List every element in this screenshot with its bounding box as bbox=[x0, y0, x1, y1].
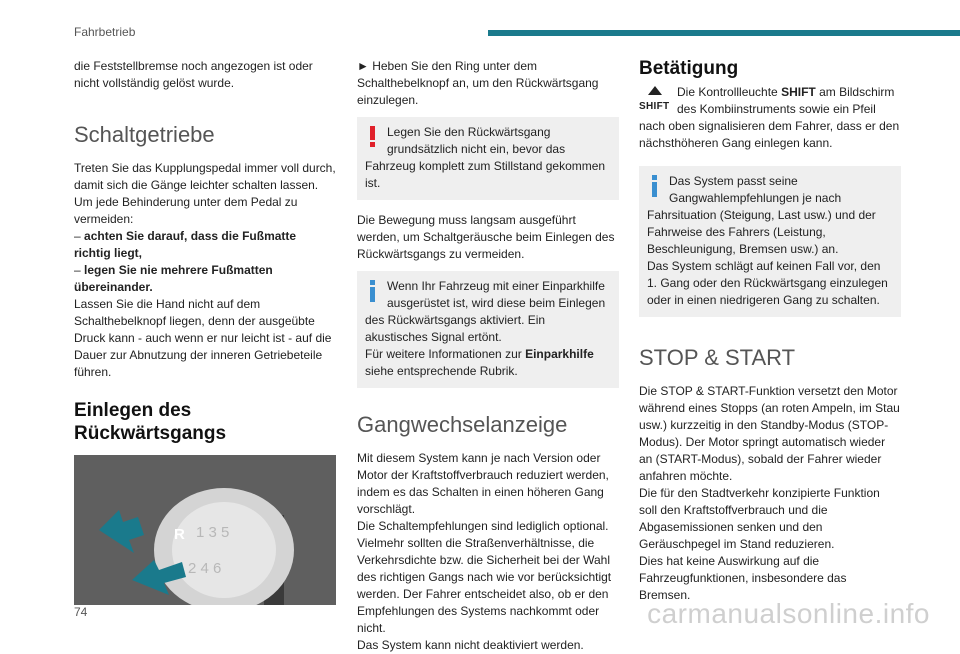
parking-aid-reference: Einparkhilfe bbox=[525, 347, 594, 361]
gear-pattern-bottom: 2 4 6 bbox=[188, 560, 222, 577]
paragraph: Das System kann nicht deaktiviert werden. bbox=[357, 638, 584, 652]
warning-text-rest: Fahrzeug komplett zum Stillstand gekommen ist. bbox=[365, 159, 606, 190]
header-accent-bar bbox=[488, 30, 960, 36]
shift-indicator-icon bbox=[639, 86, 671, 116]
shift-keyword: SHIFT bbox=[781, 85, 816, 99]
info-note bbox=[639, 166, 901, 317]
bullet-dash: – bbox=[74, 263, 85, 277]
bullet-text: achten Sie darauf, dass die Fußmatte richtig liegt, bbox=[74, 229, 297, 260]
instruction-step: ► Heben Sie den Ring unter dem Schalthebelknopf an, um den Rückwärtsgang einzulegen. bbox=[357, 59, 599, 107]
watermark: carmanualsonline.info bbox=[647, 598, 930, 629]
bullet-item bbox=[74, 262, 336, 296]
bullet-text: legen Sie nie mehrere Fußmatten übereinander. bbox=[74, 263, 273, 294]
warning-note bbox=[357, 117, 619, 200]
info-text-more: Für weitere Informationen zur Einparkhilfe siehe entsprechende Rubrik. bbox=[365, 347, 594, 378]
running-header: Fahrbetrieb bbox=[74, 25, 136, 39]
paragraph: Die Schaltempfehlungen sind lediglich optional. Vielmehr sollten die Straßenverhältnisse, die Verkehrsdichte bzw. die Sicherheit bei der Wahl des richtigen Gangs nach wie vor berücksichtigt werden. Der Fahrer entscheidet also, ob er den Empfehlungen des Systems nachkommt oder nicht. bbox=[357, 519, 612, 635]
gear-reverse-r: R bbox=[174, 526, 185, 543]
section-title-betaetigung: Betätigung bbox=[639, 58, 739, 79]
bullet-dash: – bbox=[74, 229, 85, 243]
warning-icon bbox=[367, 126, 379, 148]
gear-knob-svg bbox=[74, 455, 336, 605]
paragraph: Treten Sie das Kupplungspedal immer voll durch, damit sich die Gänge leichter schalten lassen. bbox=[74, 161, 336, 192]
shift-icon-label: SHIFT bbox=[639, 101, 670, 112]
info-text-first: Wenn Ihr Fahrzeug mit einer Einparkhilfe ausgerüstet ist, wird diese beim Einlegen bbox=[387, 279, 606, 310]
info-text-rest: Fahrsituation (Steigung, Last usw.) und der Fahrweise des Fahrers (Leistung, Beschleunigung, Bremsen usw.) an. bbox=[647, 208, 876, 256]
paragraph: Die STOP & START-Funktion versetzt den Motor während eines Stopps (an roten Ampeln, im Stau usw.) kurzzeitig in den Standby-Modus (STOP-Modus). Der Motor springt automatisch wieder an (START-Modus), sobald der Fahrer wieder anfahren möchte. bbox=[639, 384, 900, 483]
warning-text-first: Legen Sie den Rückwärtsgang grundsätzlich nicht ein, bevor das bbox=[387, 125, 566, 156]
shift-paragraph: SHIFT Die Kontrollleuchte SHIFT am Bildschirm des Kombiinstruments sowie ein Pfeil nach oben signalisieren dem Fahrer, dass er den nächsthöheren Gang einlegen kann. bbox=[639, 85, 900, 150]
section-title-rueckwaertsgang: Einlegen des Rückwärtsgangs bbox=[74, 400, 227, 444]
column-1 bbox=[74, 58, 336, 605]
page-number: 74 bbox=[74, 605, 88, 619]
section-title-gangwechselanzeige: Gangwechselanzeige bbox=[357, 412, 568, 437]
gear-pattern-top: 1 3 5 bbox=[196, 524, 230, 541]
paragraph: Die Bewegung muss langsam ausgeführt werden, um Schaltgeräusche beim Einlegen des Rückwärtsgangs zu vermeiden. bbox=[357, 213, 615, 261]
column-3 bbox=[639, 58, 901, 604]
info-icon bbox=[649, 175, 661, 197]
info-text-second: Das System schlägt auf keinen Fall vor, den 1. Gang oder den Rückwärtsgang einzulegen oder in einen niedrigeren Gang zu schalten. bbox=[647, 259, 888, 307]
section-title-stop-start: STOP & START bbox=[639, 345, 796, 370]
info-text-rest: des Rückwärtsgangs aktiviert. Ein akustisches Signal ertönt. bbox=[365, 313, 546, 344]
paragraph: Um jede Behinderung unter dem Pedal zu vermeiden: bbox=[74, 195, 298, 226]
bullet-item bbox=[74, 228, 336, 262]
arrow-up-icon bbox=[648, 86, 662, 95]
info-icon bbox=[367, 280, 379, 302]
intro-paragraph: die Feststellbremse noch angezogen ist oder nicht vollständig gelöst wurde. bbox=[74, 59, 313, 90]
info-note bbox=[357, 271, 619, 388]
paragraph: Die für den Stadtverkehr konzipierte Funktion soll den Kraftstoffverbrauch und die Abgasemissionen senken und den Geräuschpegel im Stand reduzieren. bbox=[639, 486, 880, 551]
gear-knob-illustration bbox=[74, 455, 336, 605]
info-text-first: Das System passt seine Gangwahlempfehlungen je nach bbox=[669, 174, 842, 205]
gear-knob-face bbox=[172, 502, 276, 598]
section-title-schaltgetriebe: Schaltgetriebe bbox=[74, 122, 215, 147]
paragraph: Lassen Sie die Hand nicht auf dem Schalthebelknopf liegen, denn der ausgeübte Druck kann - auch wenn er nur leicht ist - auf die Dauer zur Abnutzung der inneren Getriebeteile führen. bbox=[74, 297, 332, 379]
paragraph: Mit diesem System kann je nach Version oder Motor der Kraftstoffverbrauch reduziert werden, indem es das Schalten in einen höheren Gang vorschlägt. bbox=[357, 451, 609, 516]
column-2 bbox=[357, 58, 619, 654]
paragraph: Dies hat keine Auswirkung auf die Fahrzeugfunktionen, insbesondere das Bremsen. bbox=[639, 554, 847, 602]
